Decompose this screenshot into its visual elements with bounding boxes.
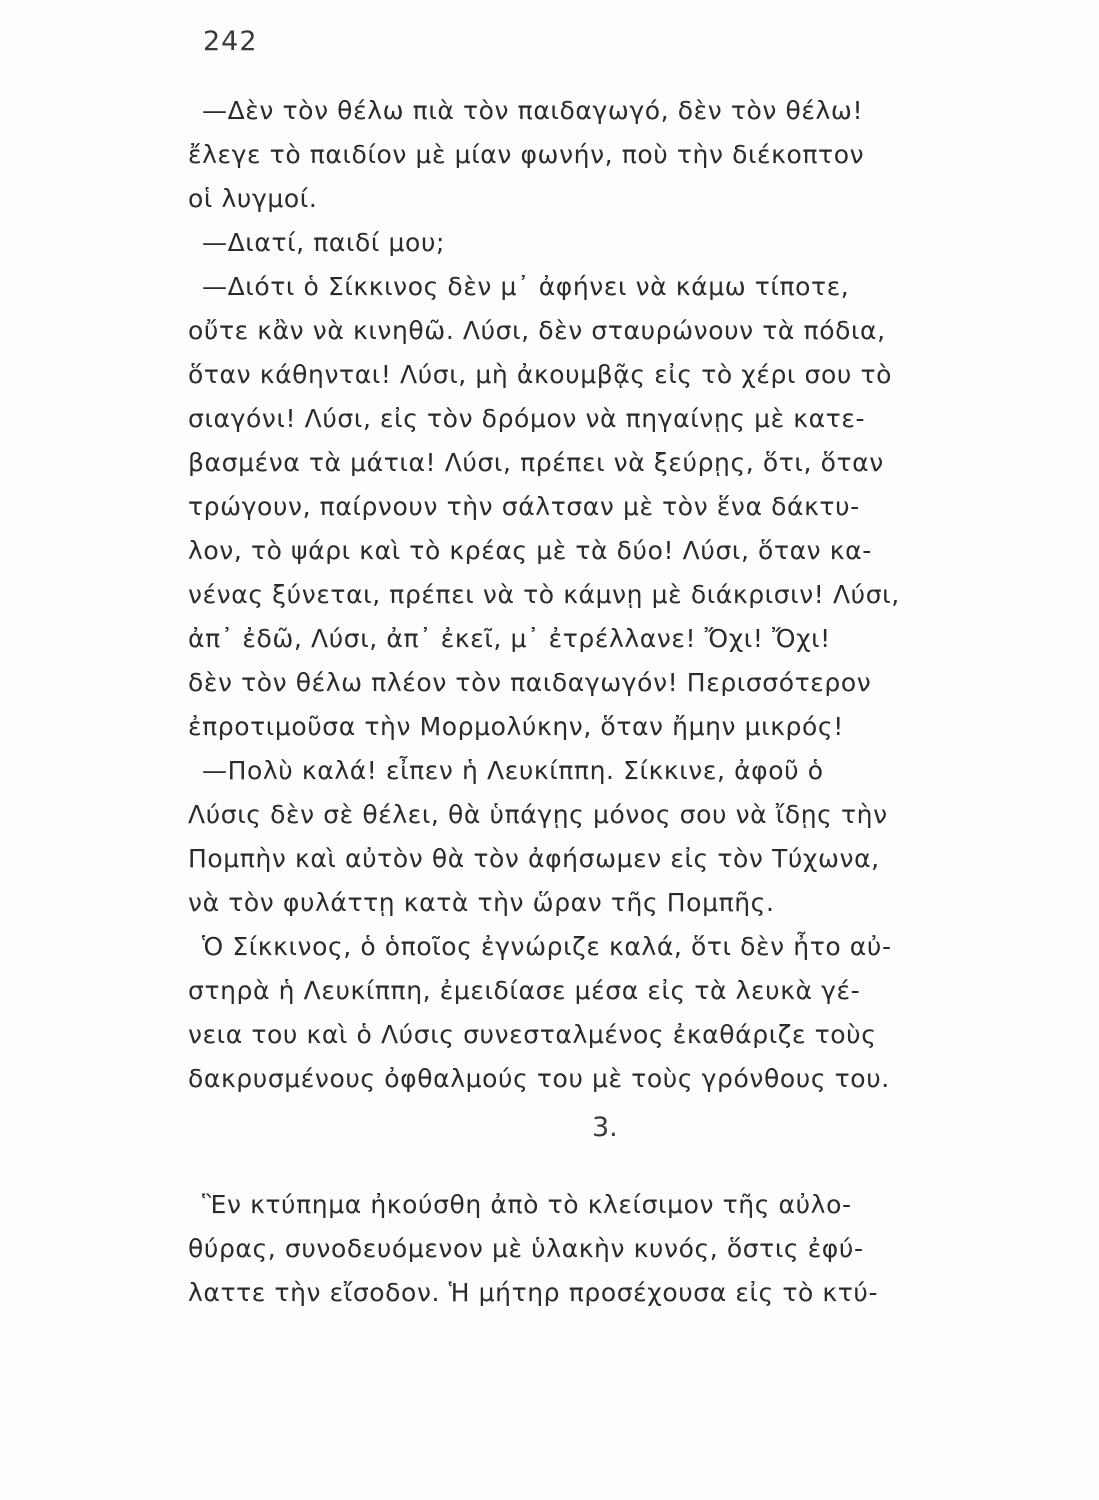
text-line: ὅταν κάθηνται! Λύσι, μὴ ἀκουμβᾷς εἰς τὸ χέρι σου τὸ bbox=[188, 360, 893, 389]
text-line: σιαγόνι! Λύσι, εἰς τὸν δρόμον νὰ πηγαίνῃς μὲ κατε- bbox=[188, 404, 866, 433]
text-line: λον, τὸ ψάρι καὶ τὸ κρέας μὲ τὰ δύο! Λύσι, ὅταν κα- bbox=[188, 536, 872, 565]
text-line: βασμένα τὰ μάτια! Λύσι, πρέπει νὰ ξεύρῃς, ὅτι, ὅταν bbox=[188, 448, 884, 477]
text-line: ἀπ᾽ ἐδῶ, Λύσι, ἀπ᾽ ἐκεῖ, μ᾽ ἐτρέλλανε! Ὄχι! Ὄχι! bbox=[188, 624, 831, 653]
section-number: 3. bbox=[592, 1112, 618, 1143]
text-line: δακρυσμένους ὀφθαλμούς του μὲ τοὺς γρόνθους του. bbox=[188, 1064, 890, 1093]
text-line: λαττε τὴν εἴσοδον. Ἡ μήτηρ προσέχουσα εἰς τὸ κτύ- bbox=[188, 1278, 879, 1307]
text-line: —Διατί, παιδί μου; bbox=[202, 228, 446, 257]
text-line: οὔτε κἂν νὰ κινηθῶ. Λύσι, δὲν σταυρώνουν τὰ πόδια, bbox=[188, 316, 886, 345]
page-number: 242 bbox=[203, 26, 258, 57]
text-line: στηρὰ ἡ Λευκίππη, ἐμειδίασε μέσα εἰς τὰ λευκὰ γέ- bbox=[188, 976, 861, 1005]
text-line: θύρας, συνοδευόμενον μὲ ὑλακὴν κυνός, ὅστις ἐφύ- bbox=[188, 1234, 864, 1263]
text-line: Λύσις δὲν σὲ θέλει, θὰ ὑπάγῃς μόνος σου νὰ ἴδῃς τὴν bbox=[188, 800, 888, 829]
body-text-bottom bbox=[188, 1190, 988, 1340]
text-line: —Πολὺ καλά! εἶπεν ἡ Λευκίππη. Σίκκινε, ἀφοῦ ὁ bbox=[202, 756, 824, 785]
text-line: νένας ξύνεται, πρέπει νὰ τὸ κάμνῃ μὲ διάκρισιν! Λύσι, bbox=[188, 580, 900, 609]
text-line: νεια του καὶ ὁ Λύσις συνεσταλμένος ἐκαθάριζε τοὺς bbox=[188, 1020, 877, 1049]
text-line: τρώγουν, παίρνουν τὴν σάλτσαν μὲ τὸν ἕνα δάκτυ- bbox=[188, 492, 860, 521]
text-line: Πομπὴν καὶ αὐτὸν θὰ τὸν ἀφήσωμεν εἰς τὸν Τύχωνα, bbox=[188, 844, 880, 873]
text-line: ἐπροτιμοῦσα τὴν Μορμολύκην, ὅταν ἤμην μικρός! bbox=[188, 712, 844, 741]
body-text-top bbox=[188, 96, 988, 1096]
text-line: —Δὲν τὸν θέλω πιὰ τὸν παιδαγωγό, δὲν τὸν θέλω! bbox=[202, 96, 864, 125]
text-line: οἱ λυγμοί. bbox=[188, 184, 318, 213]
text-line: —Διότι ὁ Σίκκινος δὲν μ᾽ ἀφήνει νὰ κάμω τίποτε, bbox=[202, 272, 850, 301]
text-line: Ἓν κτύπημα ἠκούσθη ἀπὸ τὸ κλείσιμον τῆς αὐλο- bbox=[202, 1190, 852, 1219]
text-line: ἔλεγε τὸ παιδίον μὲ μίαν φωνήν, ποὺ τὴν διέκοπτον bbox=[188, 140, 865, 169]
text-line: δὲν τὸν θέλω πλέον τὸν παιδαγωγόν! Περισσότερον bbox=[188, 668, 872, 697]
text-line: Ὁ Σίκκινος, ὁ ὁποῖος ἐγνώριζε καλά, ὅτι δὲν ἦτο αὐ- bbox=[202, 932, 892, 961]
text-line: νὰ τὸν φυλάττῃ κατὰ τὴν ὥραν τῆς Πομπῆς. bbox=[188, 888, 775, 917]
